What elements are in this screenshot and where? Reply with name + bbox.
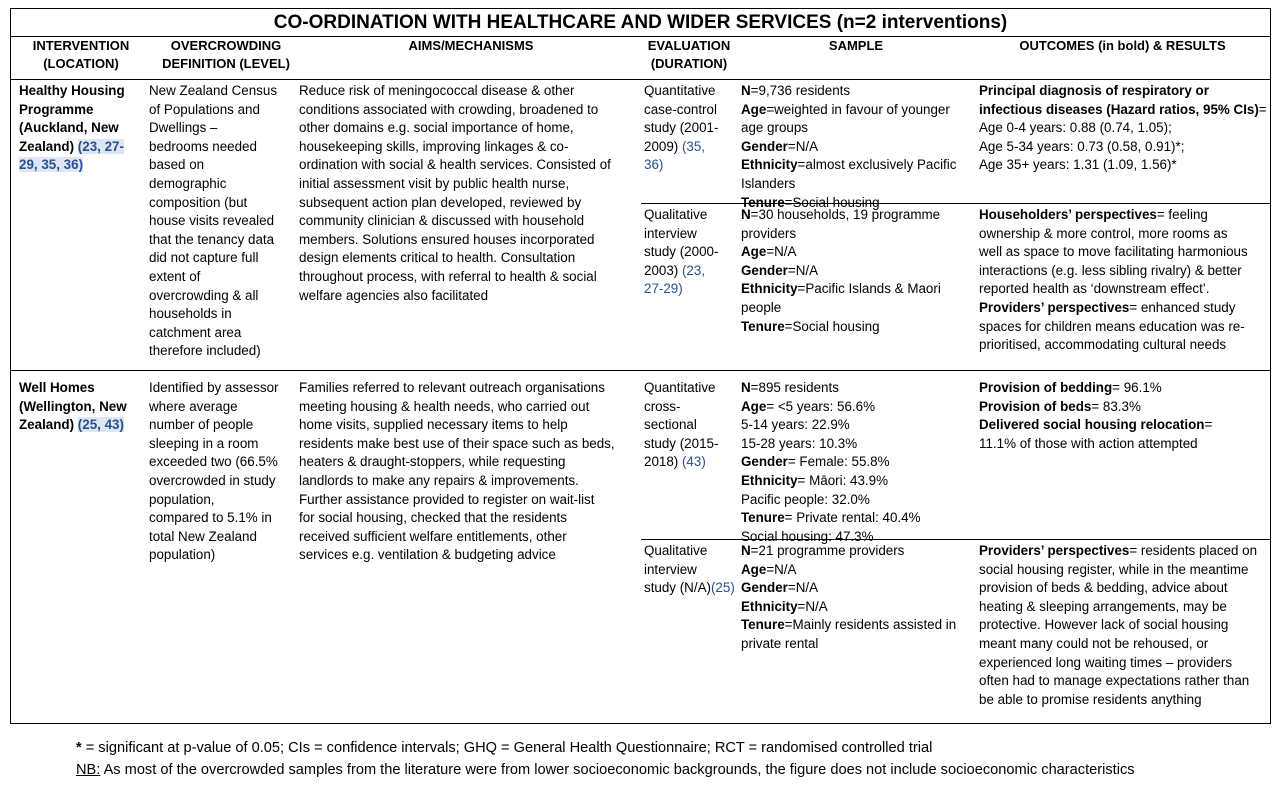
definition-line: extent of	[149, 268, 201, 284]
sample-value: =Social housing	[784, 194, 880, 210]
sample-label: Age	[741, 398, 767, 414]
outcome-line	[979, 691, 1257, 710]
aims-line: landlords to make any repairs & improvements.	[299, 472, 579, 488]
outcome-line	[979, 299, 1248, 318]
header-label: (DURATION)	[650, 56, 728, 71]
evaluation-line	[644, 262, 718, 281]
sample-line	[741, 156, 956, 175]
row-divider	[11, 370, 1270, 371]
evaluation-line	[644, 416, 718, 435]
outcome-line	[979, 672, 1257, 691]
evaluation-ref: (23,	[681, 262, 706, 278]
evaluation-text: study (2000-	[644, 244, 719, 260]
sample-label: Ethnicity	[741, 598, 798, 614]
sample-line	[741, 491, 921, 510]
sample-value: Social housing: 47.3%	[741, 528, 874, 544]
sample-label: Ethnicity	[741, 157, 798, 173]
outcome-result: prioritised, accommodating cultural needs	[979, 337, 1227, 353]
sample-label: Tenure	[741, 510, 785, 526]
header-label: OUTCOMES (in bold) & RESULTS	[1019, 38, 1226, 53]
sample-label: Tenure	[741, 194, 785, 210]
intervention-name: Healthy Housing	[19, 83, 125, 98]
sample-label: Gender	[741, 262, 788, 278]
aims-line: conditions associated with crowding, broadened to	[299, 101, 599, 117]
intervention-line	[19, 156, 125, 175]
sample-line	[741, 472, 921, 491]
sample-label: Tenure	[741, 318, 785, 334]
evaluation-text: sectional	[644, 417, 697, 433]
definition-line: number of people	[149, 417, 254, 433]
outcome-line	[979, 561, 1257, 580]
outcome-result: =	[1204, 417, 1213, 433]
outcome-result: reported health as ‘downstream effect’.	[979, 281, 1210, 297]
outcome-label: Delivered social housing relocation	[979, 417, 1205, 433]
aims-line: services e.g. ventilation & budgeting advice	[299, 547, 556, 563]
sample-label: Ethnicity	[741, 472, 798, 488]
aims-line: residents make best use of their space such as beds,	[299, 435, 615, 451]
outcomes-cell	[979, 379, 1212, 453]
definition-line: based on	[149, 157, 205, 173]
outcome-result: = 83.3%	[1091, 398, 1141, 414]
evaluation-line	[644, 542, 735, 561]
outcome-result: Age 5-34 years: 0.73 (0.58, 0.91)*;	[979, 138, 1185, 154]
outcome-result: =	[1258, 101, 1267, 117]
intervention-name: Programme	[19, 101, 94, 117]
sample-line	[741, 579, 956, 598]
outcome-line	[979, 579, 1257, 598]
intervention-cell	[19, 82, 125, 175]
header-overcrowding	[151, 37, 301, 79]
evaluation-text: case-control	[644, 101, 717, 117]
evaluation-line	[644, 138, 718, 157]
sample-line	[741, 561, 956, 580]
outcome-line	[979, 280, 1248, 299]
outcome-result: interactions (e.g. less sibling rivalry) & better	[979, 262, 1242, 278]
aims-line: housekeeping skills, improving linkages & co-	[299, 138, 569, 154]
outcome-result: Age 0-4 years: 0.88 (0.74, 1.05);	[979, 120, 1172, 136]
outcome-line	[979, 262, 1248, 281]
intervention-name: (Auckland, New	[19, 120, 119, 136]
sample-label: Age	[741, 101, 767, 117]
sample-line	[741, 416, 921, 435]
table-title: CO-ORDINATION WITH HEALTHCARE AND WIDER SERVICES (n=2 interventions)	[11, 9, 1270, 37]
outcome-result: 11.1% of those with action attempted	[979, 435, 1198, 451]
outcome-line	[979, 138, 1267, 157]
sample-line	[741, 225, 941, 244]
sample-label: N	[741, 380, 751, 395]
outcome-result: experienced long waiting times – providers	[979, 654, 1233, 670]
sample-label: Tenure	[741, 617, 785, 633]
note-nb-label: NB:	[76, 762, 101, 778]
outcome-line	[979, 654, 1257, 673]
outcome-line	[979, 398, 1212, 417]
definition-line: of Populations and	[149, 101, 260, 117]
intervention-name: Zealand)	[19, 417, 78, 433]
aims-line: for social housing, checked that the residents	[299, 510, 567, 526]
sample-value: = <5 years: 56.6%	[766, 398, 875, 414]
intervention-line	[19, 379, 127, 398]
outcome-line	[979, 206, 1248, 225]
outcome-line	[979, 435, 1212, 454]
definition-line: households in	[149, 306, 232, 322]
sample-value: =895 residents	[750, 380, 839, 395]
sample-value: providers	[741, 225, 797, 241]
aims-line: ordination with social & health services. Consisted of	[299, 157, 611, 173]
sample-line	[741, 82, 956, 101]
evaluation-cell	[644, 542, 735, 598]
outcomes-cell	[979, 82, 1267, 175]
outcome-result: social housing register, while in the meantime	[979, 561, 1249, 577]
aims-line: Further assistance provided to register on wait-list	[299, 491, 595, 507]
aims-line: community clinician & discussed with household	[299, 213, 585, 229]
intervention-cell	[19, 379, 127, 435]
sample-value: 5-14 years: 22.9%	[741, 417, 850, 433]
evaluation-line	[644, 435, 718, 454]
header-aims	[301, 37, 641, 79]
sample-line	[741, 299, 941, 318]
outcome-line	[979, 318, 1248, 337]
evaluation-line	[644, 243, 718, 262]
header-label: INTERVENTION	[32, 38, 130, 53]
outcome-result: = feeling	[1156, 207, 1208, 222]
evaluation-ref: 27-29)	[644, 281, 683, 297]
evaluation-line	[644, 398, 718, 417]
intervention-ref: 29, 35, 36)	[19, 157, 84, 173]
outcome-line	[979, 82, 1267, 101]
evaluation-text: Quantitative	[644, 380, 716, 395]
sample-value: Islanders	[741, 175, 796, 191]
outcome-label: Principal diagnosis of respiratory or	[979, 83, 1209, 98]
aims-line: heaters & draught-stoppers, while requesting	[299, 454, 566, 470]
outcomes-cell	[979, 206, 1248, 355]
table-notes	[76, 737, 1135, 781]
outcome-line	[979, 598, 1257, 617]
sample-cell	[741, 206, 941, 336]
header-evaluation	[641, 37, 737, 79]
sample-line	[741, 243, 941, 262]
intervention-ref: (25, 43)	[77, 417, 124, 433]
evaluation-divider	[641, 539, 1270, 540]
outcomes-cell	[979, 542, 1257, 709]
evaluation-text: interview	[644, 561, 697, 577]
sample-value: =30 households, 19 programme	[750, 207, 941, 222]
evaluation-text: 2018)	[644, 454, 682, 470]
evaluation-ref: (25)	[710, 580, 735, 596]
aims-line: design elements critical to health. Consultation	[299, 250, 576, 266]
sample-line	[741, 509, 921, 528]
evaluation-text: study (2001-	[644, 120, 719, 136]
outcome-line	[979, 635, 1257, 654]
evaluation-text: interview	[644, 225, 697, 241]
outcome-result: ownership & more control, more rooms as	[979, 225, 1228, 241]
header-label: (LOCATION)	[43, 56, 119, 71]
header-label: AIMS/MECHANISMS	[408, 38, 534, 53]
definition-line: house visits revealed	[149, 213, 275, 229]
sample-line	[741, 138, 956, 157]
outcome-result: meant many could not be rehoused, or	[979, 635, 1209, 651]
aims-line: Families referred to relevant outreach organisations	[299, 380, 605, 395]
intervention-name: Zealand)	[19, 138, 78, 154]
definition-line: composition (but	[149, 194, 248, 210]
evaluation-text: 2009)	[644, 138, 682, 154]
outcome-line	[979, 336, 1248, 355]
outcome-line	[979, 379, 1212, 398]
evaluation-line	[644, 156, 718, 175]
header-label: EVALUATION	[647, 38, 731, 53]
sample-label: Age	[741, 561, 767, 577]
table-frame	[10, 8, 1271, 724]
sample-value: =weighted in favour of younger	[766, 101, 950, 117]
intervention-line	[19, 101, 125, 120]
aims-line: meeting housing & health needs, who carried out	[299, 398, 590, 414]
header-outcomes	[975, 37, 1270, 79]
sample-cell	[741, 379, 921, 546]
intervention-line	[19, 138, 125, 157]
sample-value: 15-28 years: 10.3%	[741, 435, 858, 451]
definition-line: that the tenancy data	[149, 231, 275, 247]
definition-line: demographic	[149, 175, 227, 191]
definition-line: compared to 5.1% in	[149, 510, 272, 526]
outcome-result: Age 35+ years: 1.31 (1.09, 1.56)*	[979, 157, 1177, 173]
outcome-label: Providers’ perspectives	[979, 543, 1130, 558]
outcome-label: Providers’ perspectives	[979, 299, 1130, 315]
note-star: *	[76, 740, 86, 756]
outcome-result: well as space to move facilitating harmonious	[979, 244, 1248, 260]
sample-value: =N/A	[787, 262, 819, 278]
outcome-result: protective. However lack of social housing	[979, 617, 1229, 633]
evaluation-line	[644, 453, 718, 472]
evaluation-line	[644, 101, 718, 120]
sample-value: =Social housing	[784, 318, 880, 334]
outcome-result: = enhanced study	[1129, 299, 1236, 315]
sample-label: Gender	[741, 580, 788, 596]
sample-value: =N/A	[766, 244, 797, 260]
note-nb-text: As most of the overcrowded samples from the literature were from lower socioeconomic backgrounds, the figure does not include socioeconomic characteristics	[100, 762, 1135, 778]
aims-line: members. Solutions ensured houses incorporated	[299, 231, 595, 247]
aims-line: throughout process, with referral to health & social	[299, 268, 597, 284]
evaluation-text: study (2015-	[644, 435, 719, 451]
definition-line: sleeping in a room	[149, 435, 259, 451]
sample-value: people	[741, 299, 782, 315]
sample-line	[741, 616, 956, 635]
intervention-line	[19, 82, 125, 101]
sample-line	[741, 119, 956, 138]
evaluation-line	[644, 206, 718, 225]
sample-value: =N/A	[787, 138, 819, 154]
outcome-label: Provision of bedding	[979, 380, 1113, 395]
evaluation-line	[644, 561, 735, 580]
intervention-line	[19, 119, 125, 138]
definition-line: New Zealand Census	[149, 83, 278, 98]
overcrowding-definition-cell	[149, 82, 277, 361]
sample-line	[741, 542, 956, 561]
sample-value: =almost exclusively Pacific	[797, 157, 957, 173]
intervention-ref: (23, 27-	[77, 138, 124, 154]
evaluation-line	[644, 119, 718, 138]
sample-line	[741, 101, 956, 120]
outcome-line	[979, 101, 1267, 120]
intervention-line	[19, 416, 127, 435]
evaluation-text: 2003)	[644, 262, 682, 278]
definition-line: population,	[149, 491, 215, 507]
outcome-line	[979, 156, 1267, 175]
outcome-result: be able to promise residents anything	[979, 691, 1202, 707]
sample-cell	[741, 82, 956, 212]
outcome-label: infectious diseases (Hazard ratios, 95% CIs)	[979, 101, 1259, 117]
evaluation-cell	[644, 82, 718, 175]
aims-line: welfare agencies also facilitated	[299, 287, 489, 303]
sample-line	[741, 175, 956, 194]
outcome-result: provision of beds & bedding, advice about	[979, 580, 1228, 596]
sample-line	[741, 398, 921, 417]
sample-value: =Pacific Islands & Maori	[797, 281, 941, 297]
sample-label: Gender	[741, 138, 788, 154]
outcome-line	[979, 243, 1248, 262]
note-abbreviations	[76, 737, 1135, 759]
sample-value: =Mainly residents assisted in	[784, 617, 957, 633]
evaluation-cell	[644, 206, 718, 299]
definition-line: therefore included)	[149, 343, 261, 359]
evaluation-line	[644, 379, 718, 398]
definition-line: did not capture full	[149, 250, 259, 266]
evaluation-text: Qualitative	[644, 207, 708, 222]
outcome-result: spaces for children means education was re-	[979, 318, 1245, 334]
sample-label: N	[741, 83, 751, 98]
evaluation-ref: 36)	[644, 157, 664, 173]
aims-line: Reduce risk of meningococcal disease & other	[299, 83, 575, 98]
outcome-line	[979, 542, 1257, 561]
sample-label: Gender	[741, 454, 788, 470]
evaluation-ref: (43)	[681, 454, 706, 470]
header-label: SAMPLE	[828, 38, 884, 53]
outcome-label: Provision of beds	[979, 398, 1092, 414]
outcome-result: = residents placed on	[1129, 543, 1258, 558]
evaluation-line	[644, 82, 718, 101]
sample-value: =N/A	[766, 561, 797, 577]
overcrowding-definition-cell	[149, 379, 279, 565]
note-nb	[76, 759, 1135, 781]
definition-line: where average	[149, 398, 238, 414]
definition-line: overcrowding & all	[149, 287, 259, 303]
outcome-line	[979, 119, 1267, 138]
header-label: DEFINITION (LEVEL)	[162, 56, 290, 71]
outcome-result: often had to manage expectations rather than	[979, 673, 1250, 689]
sample-line	[741, 206, 941, 225]
definition-line: Dwellings –	[149, 120, 218, 136]
evaluation-line	[644, 579, 735, 598]
aims-line: subsequent action plan developed, reviewed by	[299, 194, 582, 210]
sample-cell	[741, 542, 956, 654]
sample-value: = Māori: 43.9%	[797, 472, 888, 488]
evaluation-line	[644, 280, 718, 299]
aims-line: home visits, supplied necessary items to help	[299, 417, 568, 433]
aims-line: received sufficient welfare entitlements, other	[299, 528, 567, 544]
definition-line: catchment area	[149, 324, 242, 340]
outcome-result: heating & sleeping arrangements, may be	[979, 598, 1227, 614]
sample-line	[741, 453, 921, 472]
evaluation-text: study (N/A)	[644, 580, 711, 596]
outcome-result: = 96.1%	[1112, 380, 1162, 395]
evaluation-text: Quantitative	[644, 83, 716, 98]
intervention-line	[19, 398, 127, 417]
evaluation-cell	[644, 379, 718, 472]
sample-value: private rental	[741, 635, 819, 651]
evaluation-line	[644, 225, 718, 244]
definition-line: Identified by assessor	[149, 380, 279, 395]
sample-line	[741, 435, 921, 454]
sample-value: =21 programme providers	[750, 543, 905, 558]
definition-line: population)	[149, 547, 216, 563]
sample-label: N	[741, 207, 751, 222]
sample-line	[741, 280, 941, 299]
sample-value: age groups	[741, 120, 809, 136]
evaluation-text: cross-	[644, 398, 681, 414]
definition-line: total New Zealand	[149, 528, 257, 544]
sample-label: Age	[741, 244, 767, 260]
aims-cell	[299, 82, 611, 305]
sample-value: = Female: 55.8%	[787, 454, 890, 470]
sample-line	[741, 379, 921, 398]
sample-value: =N/A	[787, 580, 819, 596]
aims-cell	[299, 379, 615, 565]
aims-line: other domains e.g. social importance of home,	[299, 120, 574, 136]
header-sample	[737, 37, 975, 79]
header-intervention	[11, 37, 151, 79]
outcome-line	[979, 225, 1248, 244]
sample-line	[741, 635, 956, 654]
evaluation-ref: (35,	[681, 138, 706, 154]
sample-value: = Private rental: 40.4%	[784, 510, 921, 526]
sample-label: Ethnicity	[741, 281, 798, 297]
intervention-name: Well Homes	[19, 380, 95, 395]
sample-line	[741, 262, 941, 281]
sample-line	[741, 318, 941, 337]
sample-value: =9,736 residents	[750, 83, 851, 98]
sample-label: N	[741, 543, 751, 558]
sample-value: Pacific people: 32.0%	[741, 491, 870, 507]
evaluation-text: Qualitative	[644, 543, 708, 558]
outcome-line	[979, 416, 1212, 435]
intervention-name: (Wellington, New	[19, 398, 127, 414]
outcome-label: Householders’ perspectives	[979, 207, 1157, 222]
sample-line	[741, 598, 956, 617]
note-abbreviations-text: = significant at p-value of 0.05; CIs = confidence intervals; GHQ = General Health Questionnaire; RCT = randomised controlled trial	[85, 740, 933, 756]
definition-line: exceeded two (66.5%	[149, 454, 278, 470]
header-label: OVERCROWDING	[170, 38, 282, 53]
definition-line: bedrooms needed	[149, 138, 257, 154]
header-divider	[11, 79, 1270, 80]
definition-line: overcrowded in study	[149, 472, 276, 488]
sample-value: =N/A	[797, 598, 828, 614]
aims-line: initial assessment visit by public health nurse,	[299, 175, 570, 191]
outcome-line	[979, 616, 1257, 635]
